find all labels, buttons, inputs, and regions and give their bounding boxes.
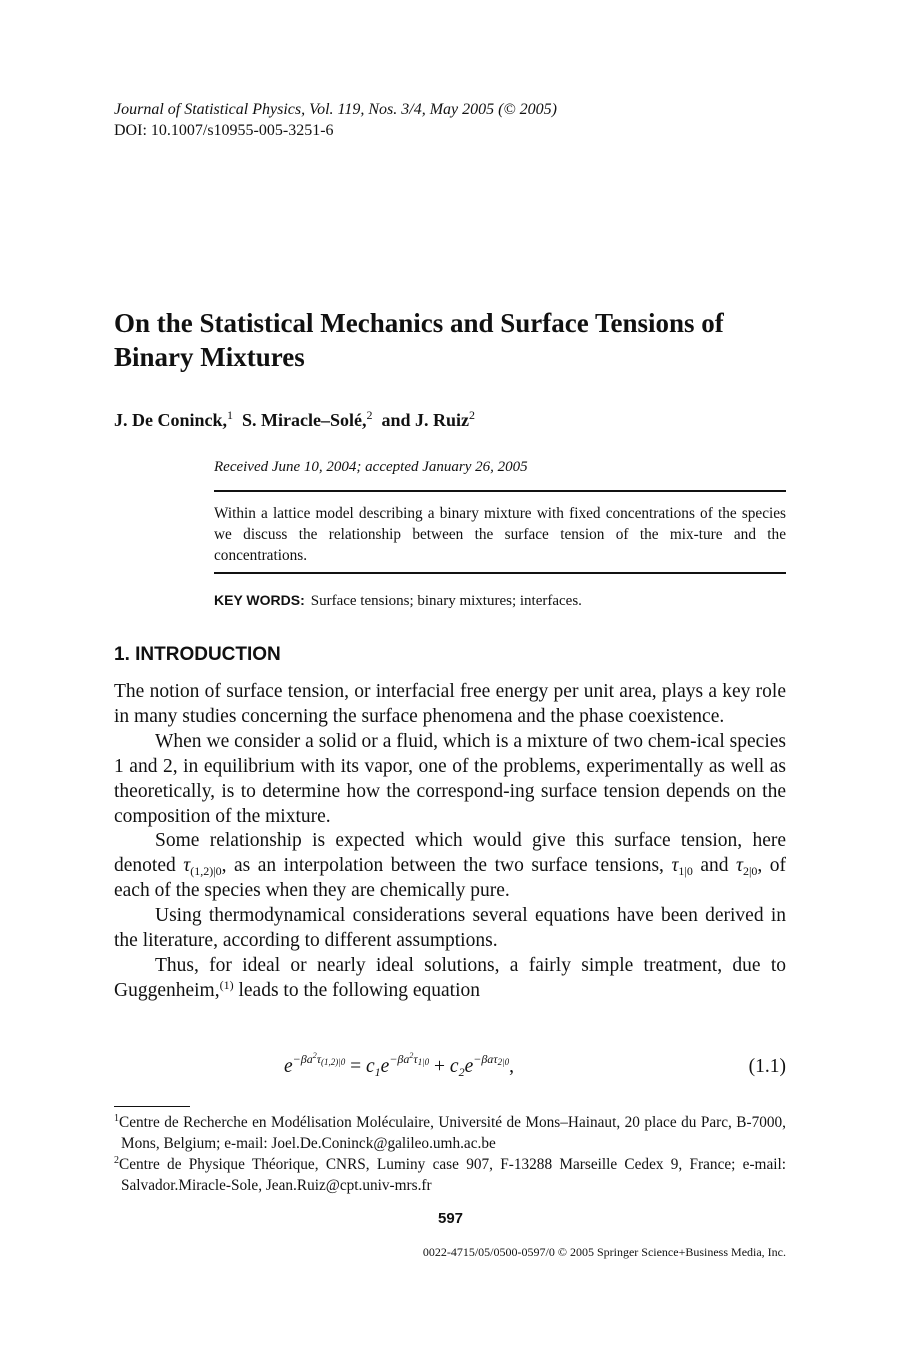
footnotes bbox=[114, 1112, 786, 1196]
affiliation-mark: 2 bbox=[469, 408, 476, 422]
paragraph: Using thermodynamical considerations several equations have been derived in the literature, according to different assumptions. bbox=[114, 905, 786, 952]
paper-title: On the Statistical Mechanics and Surface Tensions of Binary Mixtures bbox=[114, 308, 724, 372]
copyright-line: 0022-4715/05/0500-0597/0 © 2005 Springer Science+Business Media, Inc. bbox=[422, 1245, 786, 1259]
footnote: $^1$Centre de Recherche en Modélisation Moléculaire, Université de Mons–Hainaut, 20 place du Parc, B-7000, Mons, Belgium; e-mail: Joel.De.Coninck@galileo.umh.ac.be bbox=[114, 1113, 786, 1152]
equation-body: $e^{-\beta a^2\tau(1,2)|0} = c_1e^{-\beta a^2\tau 1|0} + c_2e^{-\beta a\tau 2|0}$, bbox=[284, 1051, 514, 1079]
keywords bbox=[214, 590, 582, 611]
keywords-label: KEY WORDS: bbox=[214, 592, 305, 608]
abstract: Within a lattice model describing a binary mixture with fixed concentrations of the species we discuss the relationship between the surface tension of the mix-ture and the concentrations. bbox=[214, 505, 786, 564]
journal-citation: Journal of Statistical Physics, Vol. 119, Nos. 3/4, May 2005 (© 2005) bbox=[114, 101, 557, 118]
page-number: 597 bbox=[437, 1210, 464, 1227]
author-list bbox=[114, 403, 475, 432]
author-name: S. Miracle–Solé, bbox=[242, 410, 367, 430]
paragraph: When we consider a solid or a fluid, which is a mixture of two chem-ical species 1 and 2, in equilibrium with its vapor, one of the problems, experimentally as well as theoretically, is to determine how the correspond-ing surface tension depends on the composition of the mixture. bbox=[114, 730, 786, 827]
received-dates: Received June 10, 2004; accepted January 26, 2005 bbox=[214, 459, 528, 475]
doi: DOI: 10.1007/s10955-005-3251-6 bbox=[114, 122, 334, 139]
equation-1-1 bbox=[114, 1050, 786, 1080]
footnote-rule bbox=[114, 1106, 190, 1107]
citation-ref: (1) bbox=[219, 977, 234, 992]
equation-number: (1.1) bbox=[748, 1056, 786, 1077]
paragraph: Some relationship is expected which would give this surface tension, here denoted $\tau_{(1,2)|0}$, as an interpolation between the two surface tensions, $\tau_{1|0}$ and $\tau_{2|0}$, of each of the species when they are chemically pure. bbox=[114, 830, 787, 902]
section-body bbox=[114, 680, 786, 1004]
abstract-top-rule bbox=[214, 490, 786, 492]
paragraph: Thus, for ideal or nearly ideal solutions, a fairly simple treatment, due to Guggenheim,$^{(1)}$ leads to the following equation bbox=[114, 954, 786, 1001]
paragraph: The notion of surface tension, or interfacial free energy per unit area, plays a key role in many studies concerning the surface phenomena and the phase coexistence. bbox=[114, 681, 786, 727]
affiliation-mark: 1 bbox=[227, 408, 234, 422]
keywords-text: Surface tensions; binary mixtures; interfaces. bbox=[310, 593, 582, 609]
affiliation-mark: 2 bbox=[366, 408, 373, 422]
abstract-bottom-rule bbox=[214, 572, 786, 574]
author-name: and J. Ruiz bbox=[381, 410, 470, 430]
author-name: J. De Coninck, bbox=[114, 410, 228, 430]
section-heading: 1. INTRODUCTION bbox=[114, 644, 281, 665]
footnote: $^2$Centre de Physique Théorique, CNRS, Luminy case 907, F-13288 Marseille Cedex 9, France; e-mail: Salvador.Miracle-Sole, Jean.Ruiz@cpt.univ-mrs.fr bbox=[114, 1155, 786, 1194]
